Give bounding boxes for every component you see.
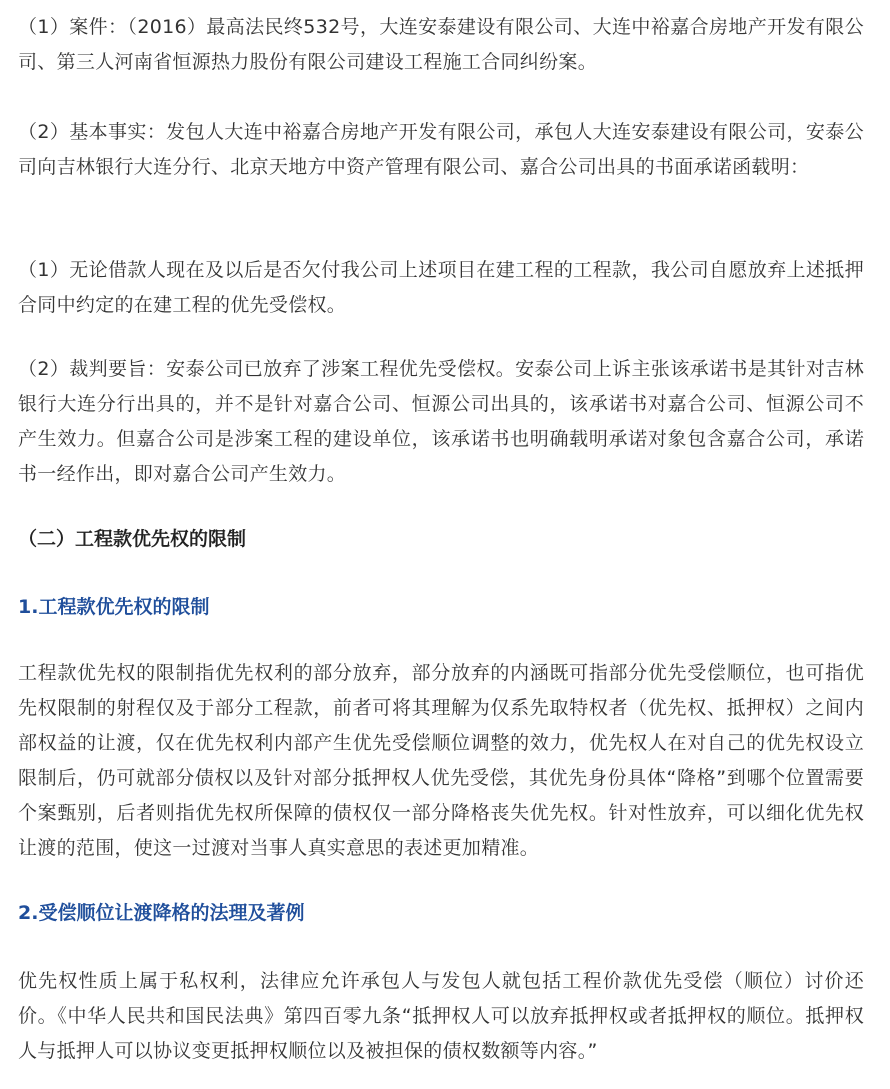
limitation-paragraph: 工程款优先权的限制指优先权利的部分放弃，部分放弃的内涵既可指部分优先受偿顺位，也可指优先权限制的射程仅及于部分工程款，前者可将其理解为仅系先取特权者（优先权、抵押权）之间内部权益的让渡，仅在优先权利内部产生优先受偿顺位调整的效力，优先权人在对自己的优先权设立限制后，仍可就部分债权以及针对部分抵押权人优先受偿，其优先身份具体“降格”到哪个位置需要个案甄别，后者则指优先权所保障的债权仅一部分降格丧失优先权。针对性放弃，可以细化优先权让渡的范围，使这一过渡对当事人真实意思的表述更加精准。 — [18, 662, 864, 859]
sub-heading-limitation: 1.工程款优先权的限制 — [18, 596, 210, 618]
section-heading: （二）工程款优先权的限制 — [18, 528, 247, 550]
sub-heading-legal-basis: 2.受偿顺位让渡降格的法理及著例 — [18, 902, 305, 924]
facts-paragraph: （2）基本事实：发包人大连中裕嘉合房地产开发有限公司，承包人大连安泰建设有限公司，安泰公司向吉林银行大连分行、北京天地方中资产管理有限公司、嘉合公司出具的书面承诺函载明： — [18, 121, 864, 178]
legal-basis-paragraph: 优先权性质上属于私权利，法律应允许承包人与发包人就包括工程价款优先受偿（顺位）讨价还价。《中华人民共和国民法典》第四百零九条“抵押权人可以放弃抵押权或者抵押权的顺位。抵押权人与抵押人可以协议变更抵押权顺位以及被担保的债权数额等内容。” — [18, 970, 864, 1062]
case-paragraph: （1）案件：（2016）最高法民终532号，大连安泰建设有限公司、大连中裕嘉合房地产开发有限公司、第三人河南省恒源热力股份有限公司建设工程施工合同纠纷案。 — [18, 16, 864, 73]
promise-paragraph: （1）无论借款人现在及以后是否欠付我公司上述项目在建工程的工程款，我公司自愿放弃上述抵押合同中约定的在建工程的优先受偿权。 — [18, 259, 864, 316]
ruling-paragraph: （2）裁判要旨：安泰公司已放弃了涉案工程优先受偿权。安泰公司上诉主张该承诺书是其针对吉林银行大连分行出具的，并不是针对嘉合公司、恒源公司出具的，该承诺书对嘉合公司、恒源公司不产生效力。但嘉合公司是涉案工程的建设单位，该承诺书也明确载明承诺对象包含嘉合公司，承诺书一经作出，即对嘉合公司产生效力。 — [18, 358, 864, 485]
